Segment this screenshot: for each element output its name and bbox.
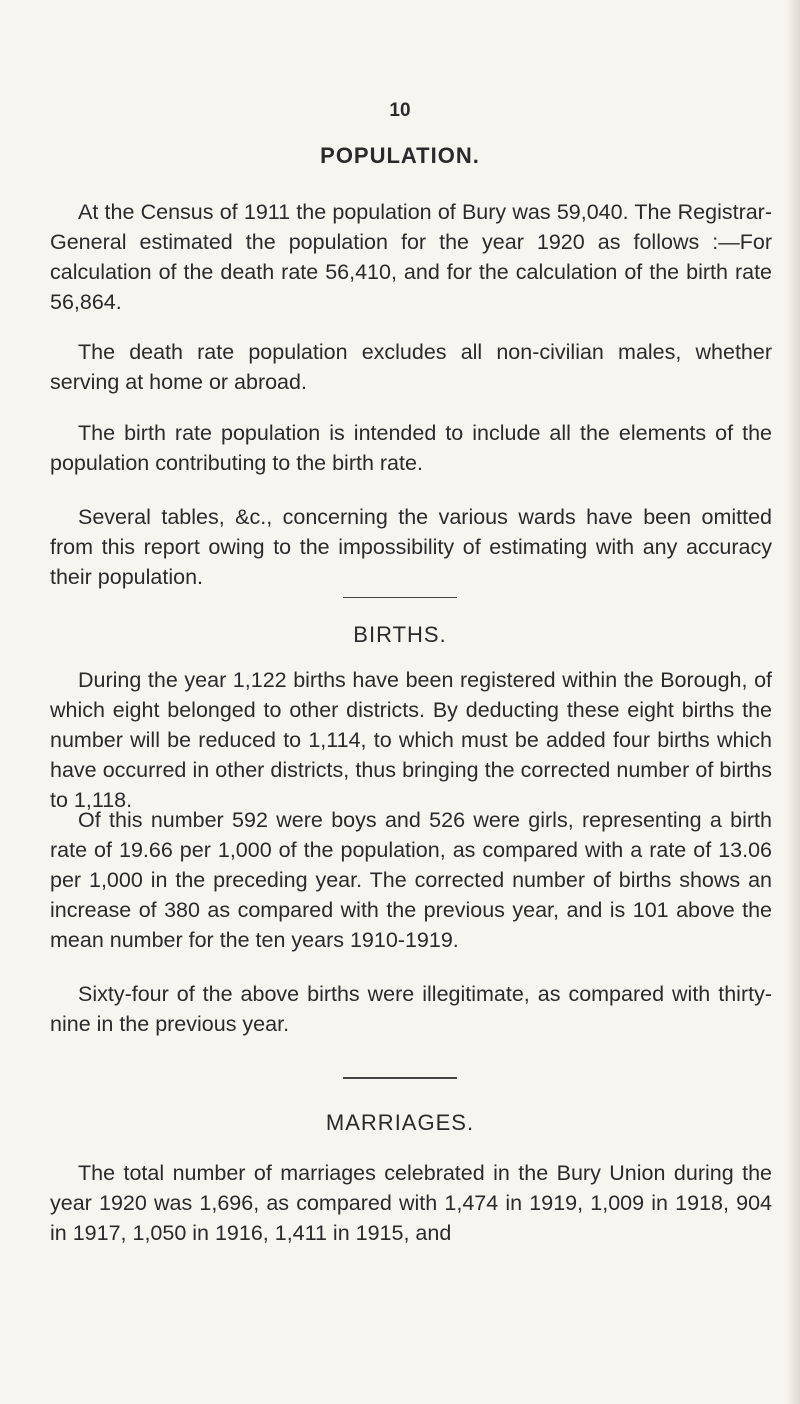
marriages-paragraph-1: The total number of marriages celebrated in the Bury Union during the year 1920 was 1,696, as compared with 1,474 in 1919, 1,009 in 1918, 904 in 1917, 1,050 in 1916, 1,411 in 1915, and [50,1161,772,1245]
births-paragraph-2: Of this number 592 were boys and 526 were girls, representing a birth rate of 19.66 per 1,000 of the population, as compared with a rate of 13.06 per 1,000 in the preceding year. The corrected number of births shows an increase of 380 as compared with the previous year, and is 101 above the mean number for the ten years 1910-1919. [50,808,772,952]
births-paragraph-1: During the year 1,122 births have been registered within the Borough, of which eight belonged to other districts. By deducting these eight births the number will be reduced to 1,114, to which must be added four births which have occurred in other districts, thus bringing the corrected number of births to 1,118. [50,668,772,812]
population-heading: POPULATION. [320,143,480,168]
population-paragraph-3: The birth rate population is intended to include all the elements of the population contributing to the birth rate. [50,421,772,475]
page-number: 10 [389,100,411,121]
marriages-heading: MARRIAGES. [325,1110,475,1135]
births-paragraph-3: Sixty-four of the above births were illegitimate, as compared with thirty-nine in the previous year. [50,982,772,1036]
population-paragraph-1: At the Census of 1911 the population of Bury was 59,040. The Registrar-General estimated the population for the year 1920 as follows :—For calculation of the death rate 56,410, and for the calculation of the birth rate 56,864. [50,200,772,314]
population-paragraph-2: The death rate population excludes all non-civilian males, whether serving at home or abroad. [50,340,772,394]
section-divider [343,1077,457,1079]
section-divider [343,597,457,598]
population-paragraph-4: Several tables, &c., concerning the various wards have been omitted from this report owing to the impossibility of estimating with any accuracy their population. [50,505,772,589]
births-heading: BIRTHS. [353,622,447,647]
page-edge-shadow [786,0,800,1404]
